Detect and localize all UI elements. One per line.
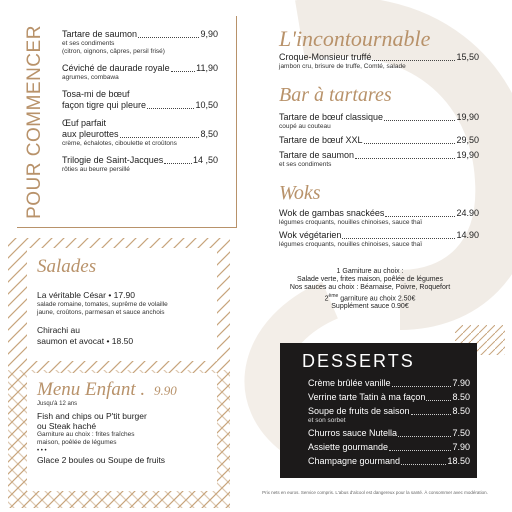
menu-item	[62, 63, 218, 82]
menu-item	[62, 89, 218, 111]
item-name: Tartare de bœuf classique	[279, 112, 384, 122]
menu-item	[279, 150, 479, 169]
item-desc: (citron, oignons, câpres, persil frisé)	[62, 48, 165, 55]
item-price: 8.50	[452, 406, 470, 416]
item-price: 7.90	[452, 442, 470, 452]
item-name: Trilogie de Saint-Jacques	[62, 155, 164, 165]
item-price: 7.90	[452, 378, 470, 388]
desserts-list	[308, 378, 470, 467]
item-price: 8.50	[452, 392, 470, 402]
menu-enfant-panel	[27, 373, 217, 491]
item-name: Champagne gourmand	[308, 456, 401, 466]
menu-enfant-title: Menu Enfant . 9.90	[37, 379, 177, 400]
menu-item	[279, 112, 479, 131]
menu-item	[37, 325, 217, 347]
item-name: Tartare de saumon	[62, 29, 138, 39]
item-desc: coupé au couteau	[279, 123, 331, 130]
item-price: 19,90	[456, 150, 479, 160]
menu-item	[62, 118, 218, 148]
item-desc: légumes croquants, nouilles chinoises, sauce thaï	[279, 241, 423, 248]
pour-commencer-list	[62, 29, 218, 174]
item-name: Tosa-mi de bœuf	[62, 89, 130, 99]
menu-item	[62, 29, 218, 56]
item-price: 14 ,50	[192, 155, 218, 165]
menu-enfant-subtitle: Jusqu'à 12 ans	[37, 401, 78, 407]
bar-tartares-title: Bar à tartares	[279, 84, 392, 106]
pour-commencer-title: POUR COMMENCER	[24, 25, 45, 219]
menu-item	[279, 208, 479, 227]
item-name: Wok végétarien	[279, 230, 342, 240]
menu-item	[37, 290, 217, 317]
item-price: 19,90	[456, 112, 479, 122]
woks-list	[279, 208, 479, 249]
item-price: 7.50	[452, 428, 470, 438]
item-desc: salade romaine, tomates, suprême de volaille	[37, 301, 168, 308]
item-name: Croque-Monsieur truffé	[279, 52, 372, 62]
item-desc: et ses condiments	[62, 40, 115, 47]
item-name: Churros sauce Nutella	[308, 428, 398, 438]
item-price: 18.50	[447, 456, 470, 466]
item-price: 14.90	[456, 230, 479, 240]
menu-item	[62, 155, 218, 174]
item-name: aux pleurottes	[62, 129, 119, 139]
menu-item	[308, 456, 470, 467]
item-desc: légumes croquants, nouilles chinoises, sauce thaï	[279, 219, 423, 226]
salades-title: Salades	[37, 256, 97, 277]
menu-item	[279, 230, 479, 249]
item-desc: et ses condiments	[279, 161, 332, 168]
menu-item	[308, 428, 470, 439]
salades-menu-enfant-panel	[17, 238, 227, 500]
item-desc: jambon cru, brisure de truffe, Comté, salade	[279, 63, 406, 70]
item-name: façon tigre qui pleure	[62, 100, 147, 110]
item-name: Soupe de fruits de saison	[308, 406, 410, 416]
item-name: Tartare de bœuf XXL	[279, 135, 363, 145]
incontournable-title: L'incontournable	[279, 26, 431, 51]
item-price: 10,50	[195, 100, 218, 110]
footer-legal-note: Prix nets en euros. Service compris. L'abus d'alcool est dangereux pour la santé. À consommer avec modération.	[262, 490, 488, 495]
menu-item	[308, 378, 470, 389]
item-desc: jaune, croûtons, parmesan et sauce anchois	[37, 309, 165, 316]
menu-item	[308, 442, 470, 453]
item-desc: agrumes, combawa	[62, 74, 119, 81]
item-price: 11,90	[196, 63, 218, 73]
item-name: Verrine tarte Tatin à ma façon	[308, 392, 426, 402]
desserts-title: DESSERTS	[302, 351, 415, 371]
item-price: 15,50	[456, 52, 479, 62]
item-price: 8,50	[200, 129, 218, 139]
item-name: Œuf parfait	[62, 118, 107, 128]
item-desc: et son sorbet	[308, 417, 346, 424]
menu-item	[279, 52, 479, 71]
item-price: 29,50	[456, 135, 479, 145]
item-name: Crème brûlée vanille	[308, 378, 391, 388]
menu-item	[279, 135, 479, 146]
item-price: 9,90	[200, 29, 218, 39]
item-name: Assiette gourmande	[308, 442, 389, 452]
item-name: saumon et avocat • 18.50	[37, 336, 134, 346]
menu-enfant-details: Fish and chips ou P'tit burger ou Steak haché Garniture au choix : frites fraîches maison, poêlée de légumes • • • Glace 2 boules ou Soupe de fruits	[37, 411, 166, 465]
menu-item	[308, 406, 470, 425]
salades-panel	[27, 248, 217, 361]
incontournable-list	[279, 52, 479, 71]
item-name: Chirachi au	[37, 325, 80, 335]
woks-title: Woks	[279, 182, 321, 204]
item-name: La véritable César • 17.90	[37, 290, 135, 300]
item-desc: crème, échalotes, ciboulette et croûtons	[62, 140, 177, 147]
item-price: 24.90	[456, 208, 479, 218]
item-name: Céviché de daurade royale	[62, 63, 170, 73]
menu-item	[308, 392, 470, 403]
bar-tartares-list	[279, 112, 479, 169]
item-name: Tartare de saumon	[279, 150, 355, 160]
item-name: Wok de gambas snackées	[279, 208, 385, 218]
item-desc: rôties au beurre persillé	[62, 166, 130, 173]
menu-enfant-price: 9.90	[153, 383, 177, 398]
desserts-panel	[280, 343, 477, 478]
garniture-note: 1 Garniture au choix : Salade verte, frites maison, poêlée de légumes Nos sauces au choix : Béarnaise, Poivre, Roquefort 2ème garniture au choix 2.50€ Supplément sauce 0.90€	[289, 268, 451, 311]
